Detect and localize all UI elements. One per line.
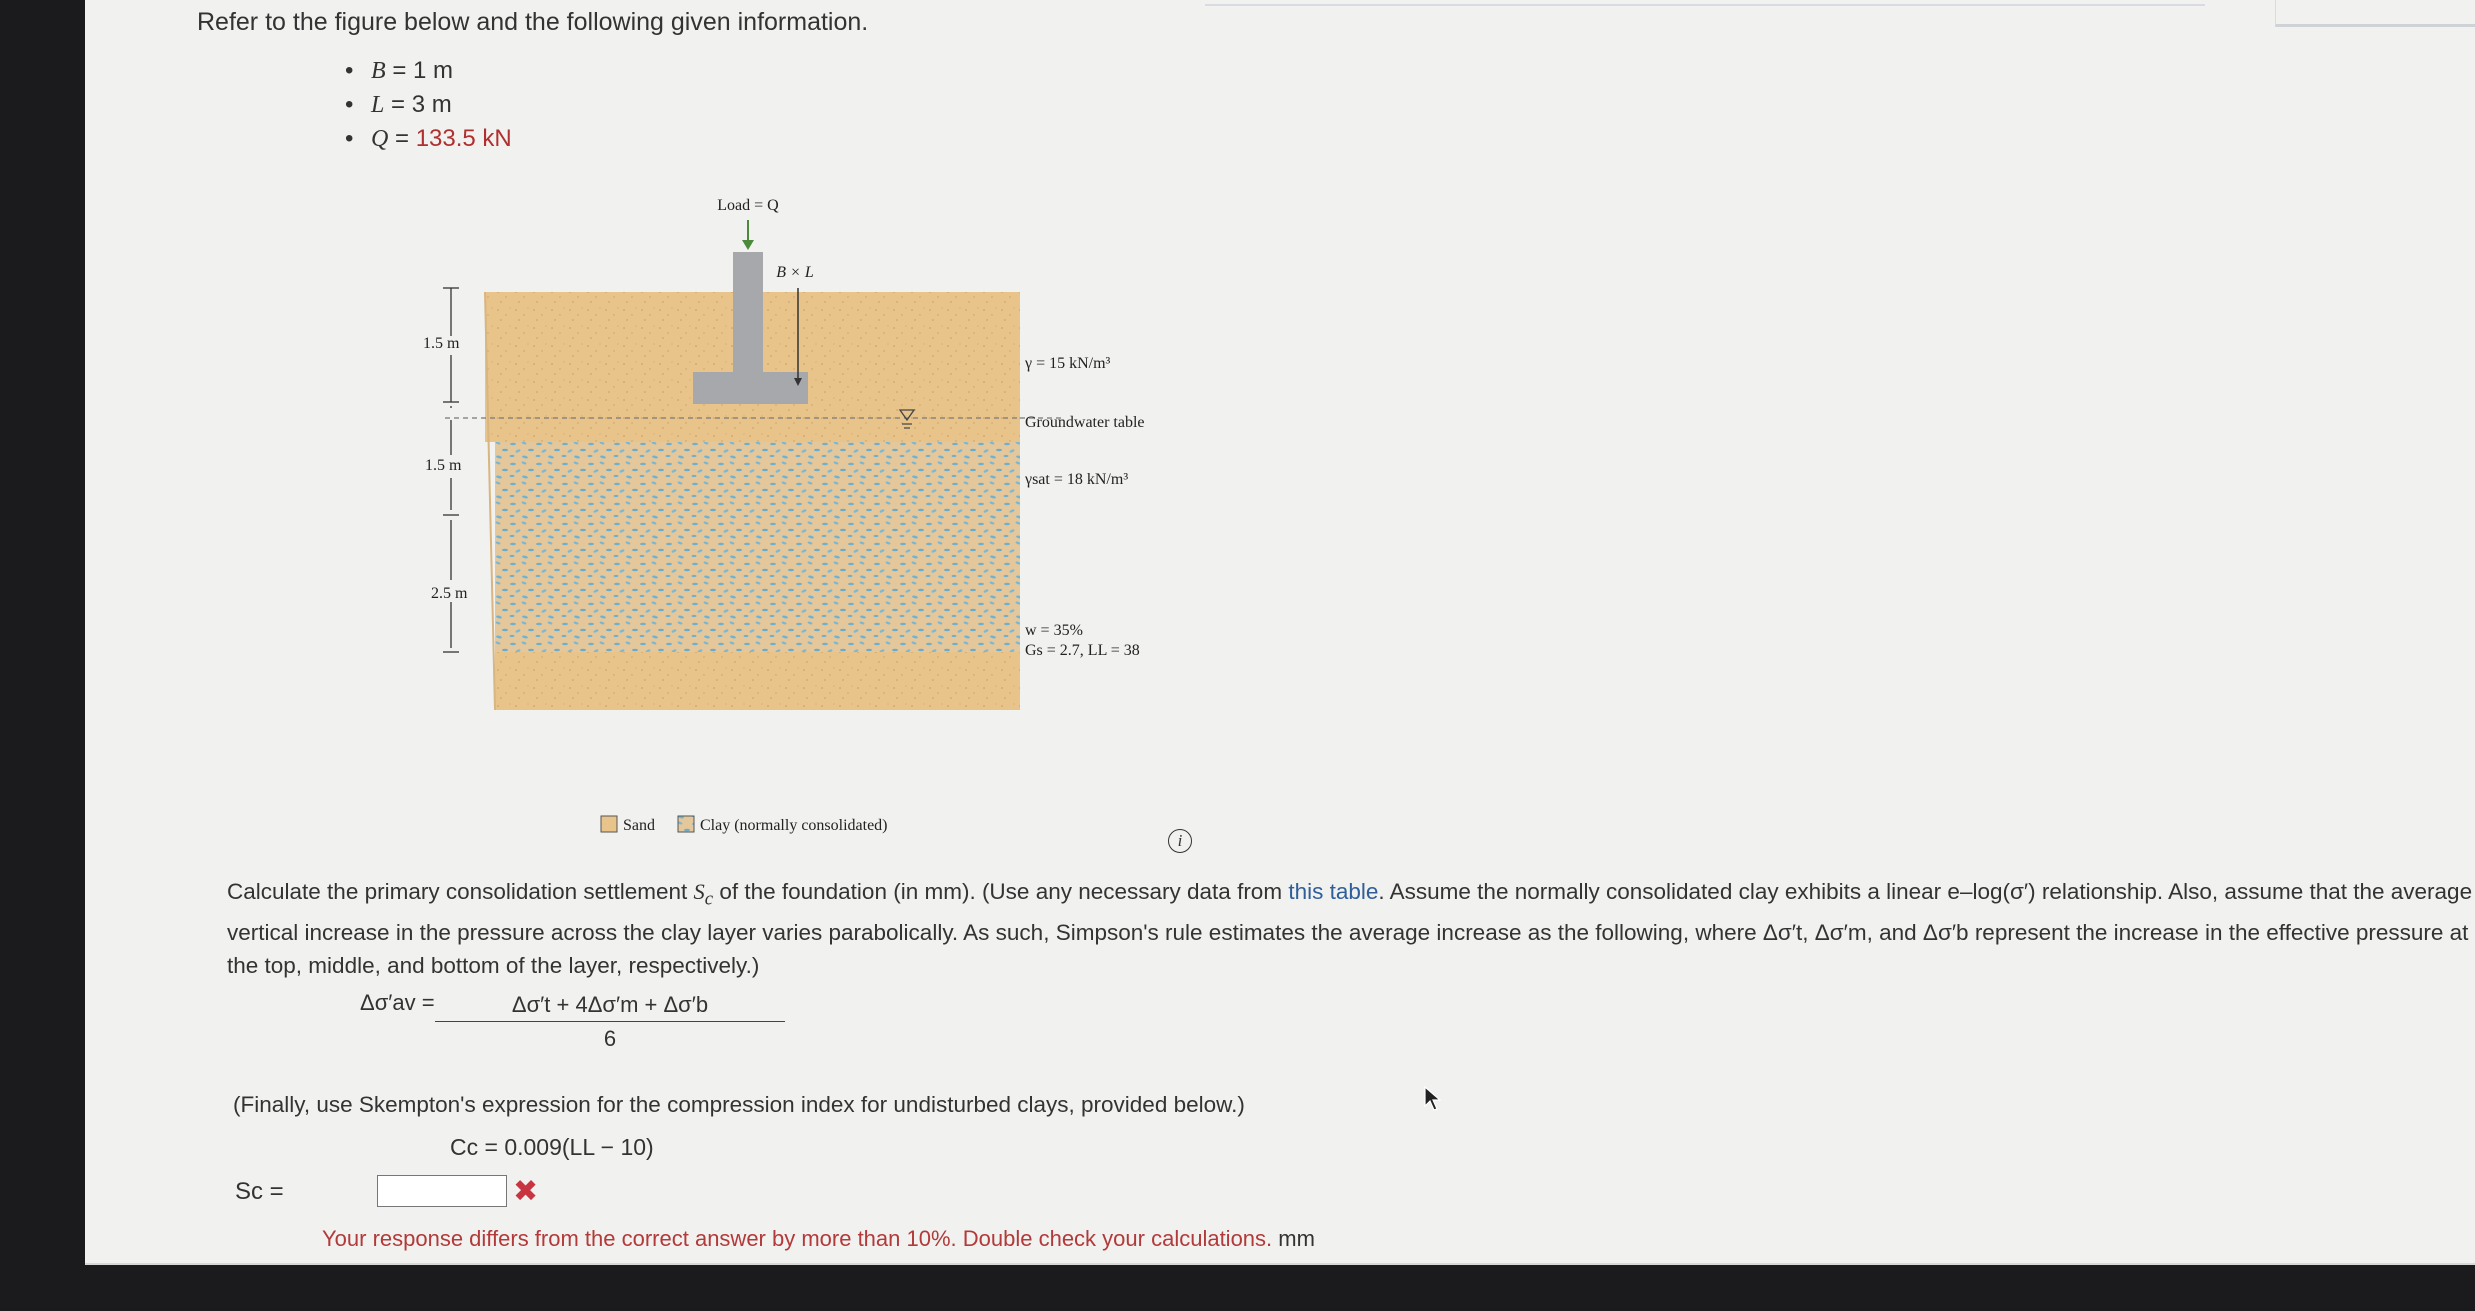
simpson-formula-fraction [435,992,785,1052]
answer-unit: mm [1278,1226,1315,1251]
given-L: • L = 3 m [345,88,512,122]
clay-layer [495,442,1020,652]
top-tab-edge [2275,0,2475,27]
finally-text: (Finally, use Skempton's expression for the compression index for undisturbed clays, provided below.) [233,1092,1245,1117]
soil-profile-figure [405,180,1205,860]
dim-mid-label: 1.5 m [425,457,462,474]
gamma-sat-label: γsat = 18 kN/m³ [1025,471,1129,488]
intro-text: Refer to the figure below and the following given information. [197,8,869,36]
info-icon[interactable]: i [1168,829,1192,853]
formula-denominator: 6 [603,1026,617,1051]
given-Q: • Q = 133.5 kN [345,122,512,156]
simpson-formula-lhs: Δσ′av = [360,990,435,1015]
w-label: w = 35% [1025,622,1083,639]
legend-clay-label: Clay (normally consolidated) [700,817,888,834]
load-label: Load = Q [717,197,779,214]
footing-base [693,372,808,404]
top-divider [1205,4,2205,6]
footing-column [733,252,763,372]
table-link[interactable]: this table [1288,879,1379,904]
dim-clay-label: 2.5 m [431,585,468,602]
legend-sand-label: Sand [623,817,655,834]
page-screen [85,0,2475,1265]
gamma-label: γ = 15 kN/m³ [1025,355,1111,372]
formula-numerator: Δσ′t + 4Δσ′m + Δσ′b [435,992,785,1022]
legend-sand-swatch [601,816,617,832]
gs-label: Gs = 2.7, LL = 38 [1025,642,1140,659]
dim-top-label: 1.5 m [423,335,460,352]
given-list [345,54,512,156]
legend-clay-swatch [678,816,694,832]
footing-label: B × L [776,264,814,281]
feedback-text: Your response differs from the correct answer by more than 10%. Double check your calculations. mm [322,1226,1315,1251]
cc-formula: Cc = 0.009(LL − 10) [450,1134,654,1160]
gwt-label: Groundwater table [1025,414,1145,431]
question-text: Calculate the primary consolidation settlement $S_c$ of the foundation (in mm). (Use any necessary data from this table. Assume the normally consolidated clay exhibits a linear e–log(σ′) relationship. Also, assume that the average vertical increase in the pressure across the clay layer varies parabolically. As such, Simpson's rule estimates the average increase as the following, where Δσ′t, Δσ′m, and Δσ′b represent the increase in the effective pressure at the top, middle, and bottom of the layer, respectively.) [227,879,2473,978]
answer-input[interactable] [377,1175,507,1207]
incorrect-icon: ✖ [513,1175,539,1208]
answer-label: Sc = [235,1178,284,1205]
given-B: • B = 1 m [345,54,512,88]
mouse-cursor-icon [1424,1086,1442,1112]
sand-layer-bottom [495,652,1020,710]
